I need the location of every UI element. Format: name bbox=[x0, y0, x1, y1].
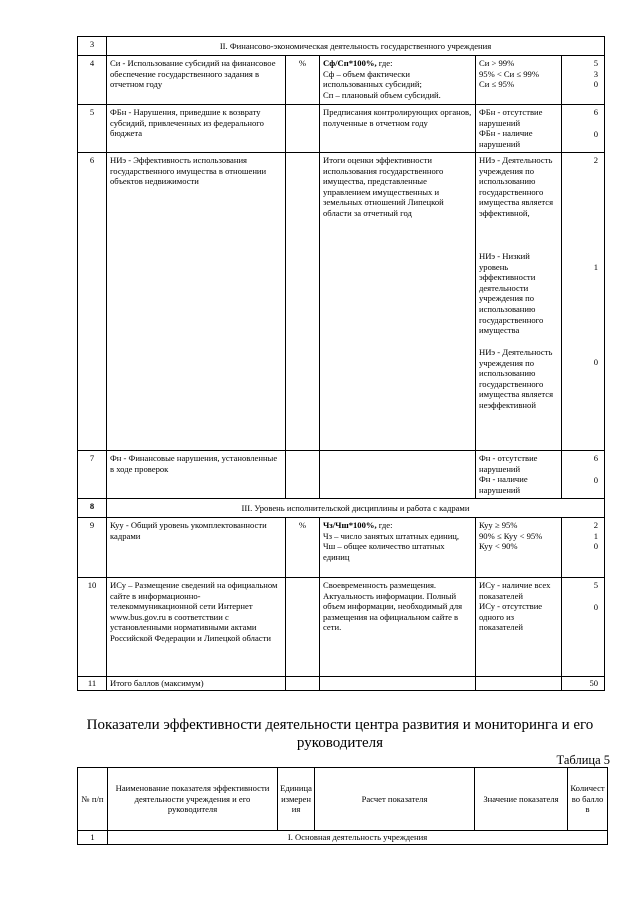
table-header-row bbox=[78, 768, 608, 831]
value-cell bbox=[476, 578, 562, 677]
points-value: 2 bbox=[593, 520, 599, 530]
calculation-cell bbox=[320, 56, 476, 105]
value-line: ИСу - наличие всех показателей bbox=[479, 580, 551, 601]
points-value: 0 bbox=[593, 474, 599, 485]
header-value: Значение показателя bbox=[475, 768, 568, 831]
header-unit: Единица измерения bbox=[278, 768, 315, 831]
points-value: 0 bbox=[593, 541, 599, 552]
value-line: НИэ - Деятельность учреждения по использованию государственного имущества является неэффективной bbox=[479, 347, 554, 410]
points-value: 1 bbox=[593, 261, 599, 272]
header-number: № п/п bbox=[78, 768, 108, 831]
unit-cell bbox=[286, 153, 320, 451]
value-cell bbox=[476, 56, 562, 105]
points-cell bbox=[562, 518, 605, 578]
points-value: 5 bbox=[593, 58, 599, 68]
indicator-name: ИСу – Размещение сведений на официальном сайте в информационно-телекоммуникационной сети Интернет www.bus.gov.ru в соответствии с установленными нормативными актами Российской Федерации и Липецкой области bbox=[107, 578, 286, 677]
indicators-table-5 bbox=[77, 767, 608, 845]
calc-formula: Сф/Сп*100%, bbox=[323, 58, 377, 68]
value-line: Куу ≥ 95% bbox=[479, 520, 518, 530]
total-points: 50 bbox=[562, 677, 605, 691]
value-cell bbox=[476, 153, 562, 451]
calculation-cell: Своевременность размещения. Актуальность информации. Полный объем информации, необходимый для размещения на официальном сайте в сети. bbox=[320, 578, 476, 677]
total-label: Итого баллов (максимум) bbox=[107, 677, 286, 691]
row-number: 6 bbox=[78, 153, 107, 451]
calc-line: Чз – число занятых штатных единиц, bbox=[323, 530, 460, 541]
value-line: ФБн - наличие нарушений bbox=[479, 128, 533, 149]
calculation-cell bbox=[320, 451, 476, 499]
value-line: ИСу - отсутствие одного из показателей bbox=[479, 601, 543, 633]
row-number: 5 bbox=[78, 105, 107, 153]
row-number: 9 bbox=[78, 518, 107, 578]
value-line: 90% ≤ Куу < 95% bbox=[479, 530, 543, 541]
row-number: 8 bbox=[78, 499, 107, 518]
value-cell bbox=[476, 677, 562, 691]
header-indicator-name: Наименование показателя эффективности деятельности учреждения и его руководителя bbox=[108, 768, 278, 831]
calculation-cell bbox=[320, 518, 476, 578]
calculation-cell: Предписания контролирующих органов, полученные в отчетном году bbox=[320, 105, 476, 153]
points-cell bbox=[562, 153, 605, 451]
calc-line: Сф – объем фактически использованных субсидий; bbox=[323, 68, 422, 90]
value-line: НИэ - Низкий уровень эффективности деятельности учреждения по использованию государственного имущества bbox=[479, 251, 544, 336]
points-value: 0 bbox=[593, 128, 599, 139]
table-row-subsidy-return bbox=[78, 105, 605, 153]
value-line: Си ≤ 95% bbox=[479, 79, 515, 90]
points-value: 6 bbox=[593, 453, 599, 463]
points-cell bbox=[562, 578, 605, 677]
row-number: 4 bbox=[78, 56, 107, 105]
table-row-financial-violations bbox=[78, 451, 605, 499]
points-cell bbox=[562, 451, 605, 499]
value-line: Куу < 90% bbox=[479, 541, 518, 552]
indicators-table-continued bbox=[77, 36, 605, 691]
value-line: НИэ - Деятельность учреждения по использованию государственного имущества является эффективной, bbox=[479, 155, 554, 218]
section-row-finance bbox=[78, 37, 605, 56]
row-number: 7 bbox=[78, 451, 107, 499]
indicator-name: ФБн - Нарушения, приведшие к возврату субсидий, привлеченных из федерального бюджета bbox=[107, 105, 286, 153]
calc-formula: Чз/Чш*100%, bbox=[323, 520, 377, 530]
points-value: 6 bbox=[593, 107, 599, 117]
row-number: 11 bbox=[78, 677, 107, 691]
calculation-cell bbox=[320, 677, 476, 691]
row-number: 10 bbox=[78, 578, 107, 677]
points-cell bbox=[562, 56, 605, 105]
indicator-name: Си - Использование субсидий на финансовое обеспечение государственного задания в отчетном году bbox=[107, 56, 286, 105]
points-value: 0 bbox=[593, 601, 599, 612]
section-heading: Показатели эффективности деятельности центра развития и мониторинга и его руководителя bbox=[86, 717, 594, 751]
value-line: Си > 99% bbox=[479, 58, 515, 68]
calc-line: Сп – плановый объем субсидий. bbox=[323, 89, 441, 100]
value-line: ФБн - отсутствие нарушений bbox=[479, 107, 543, 128]
points-value: 0 bbox=[593, 357, 599, 368]
calc-line: Чш – общее количество штатных единиц bbox=[323, 541, 445, 562]
points-cell bbox=[562, 105, 605, 153]
points-value: 2 bbox=[593, 155, 599, 165]
indicator-name: Фн - Финансовые нарушения, установленные в ходе проверок bbox=[107, 451, 286, 499]
calculation-cell: Итоги оценки эффективности использования государственного имущества, представленные управлением имущественных и земельных отношений Липецкой области за отчетный год bbox=[320, 153, 476, 451]
unit-cell: % bbox=[286, 56, 320, 105]
indicator-name: НИэ - Эффективность использования государственного имущества в отношении объектов недвижимости bbox=[107, 153, 286, 451]
table-row-website-info bbox=[78, 578, 605, 677]
table-row-property-efficiency bbox=[78, 153, 605, 451]
row-number: 3 bbox=[78, 37, 107, 56]
value-line: Фн - наличие нарушений bbox=[479, 474, 528, 495]
header-calculation: Расчет показателя bbox=[315, 768, 475, 831]
header-points: Количество баллов bbox=[568, 768, 608, 831]
unit-cell bbox=[286, 578, 320, 677]
indicator-name: Куу - Общий уровень укомплектованности кадрами bbox=[107, 518, 286, 578]
table-label: Таблица 5 bbox=[556, 753, 610, 767]
points-value: 0 bbox=[593, 79, 599, 90]
unit-cell bbox=[286, 451, 320, 499]
points-value: 5 bbox=[593, 580, 599, 590]
calc-line: где: bbox=[376, 58, 393, 68]
value-line: Фн - отсутствие нарушений bbox=[479, 453, 538, 474]
value-cell bbox=[476, 451, 562, 499]
points-value: 3 bbox=[593, 68, 599, 79]
section-row-main-activity bbox=[78, 831, 608, 845]
value-cell bbox=[476, 518, 562, 578]
points-value: 1 bbox=[593, 530, 599, 541]
section-row-discipline bbox=[78, 499, 605, 518]
unit-cell bbox=[286, 105, 320, 153]
unit-cell bbox=[286, 677, 320, 691]
table-row-subsidies bbox=[78, 56, 605, 105]
unit-cell: % bbox=[286, 518, 320, 578]
section-title: II. Финансово-экономическая деятельность государственного учреждения bbox=[107, 37, 605, 56]
table-row-staffing bbox=[78, 518, 605, 578]
section-title: III. Уровень исполнительской дисциплины и работа с кадрами bbox=[107, 499, 605, 518]
value-line: 95% < Си ≤ 99% bbox=[479, 68, 539, 79]
calc-line: где: bbox=[376, 520, 393, 530]
value-cell bbox=[476, 105, 562, 153]
section-title: I. Основная деятельность учреждения bbox=[108, 831, 608, 845]
table-row-total bbox=[78, 677, 605, 691]
row-number: 1 bbox=[78, 831, 108, 845]
